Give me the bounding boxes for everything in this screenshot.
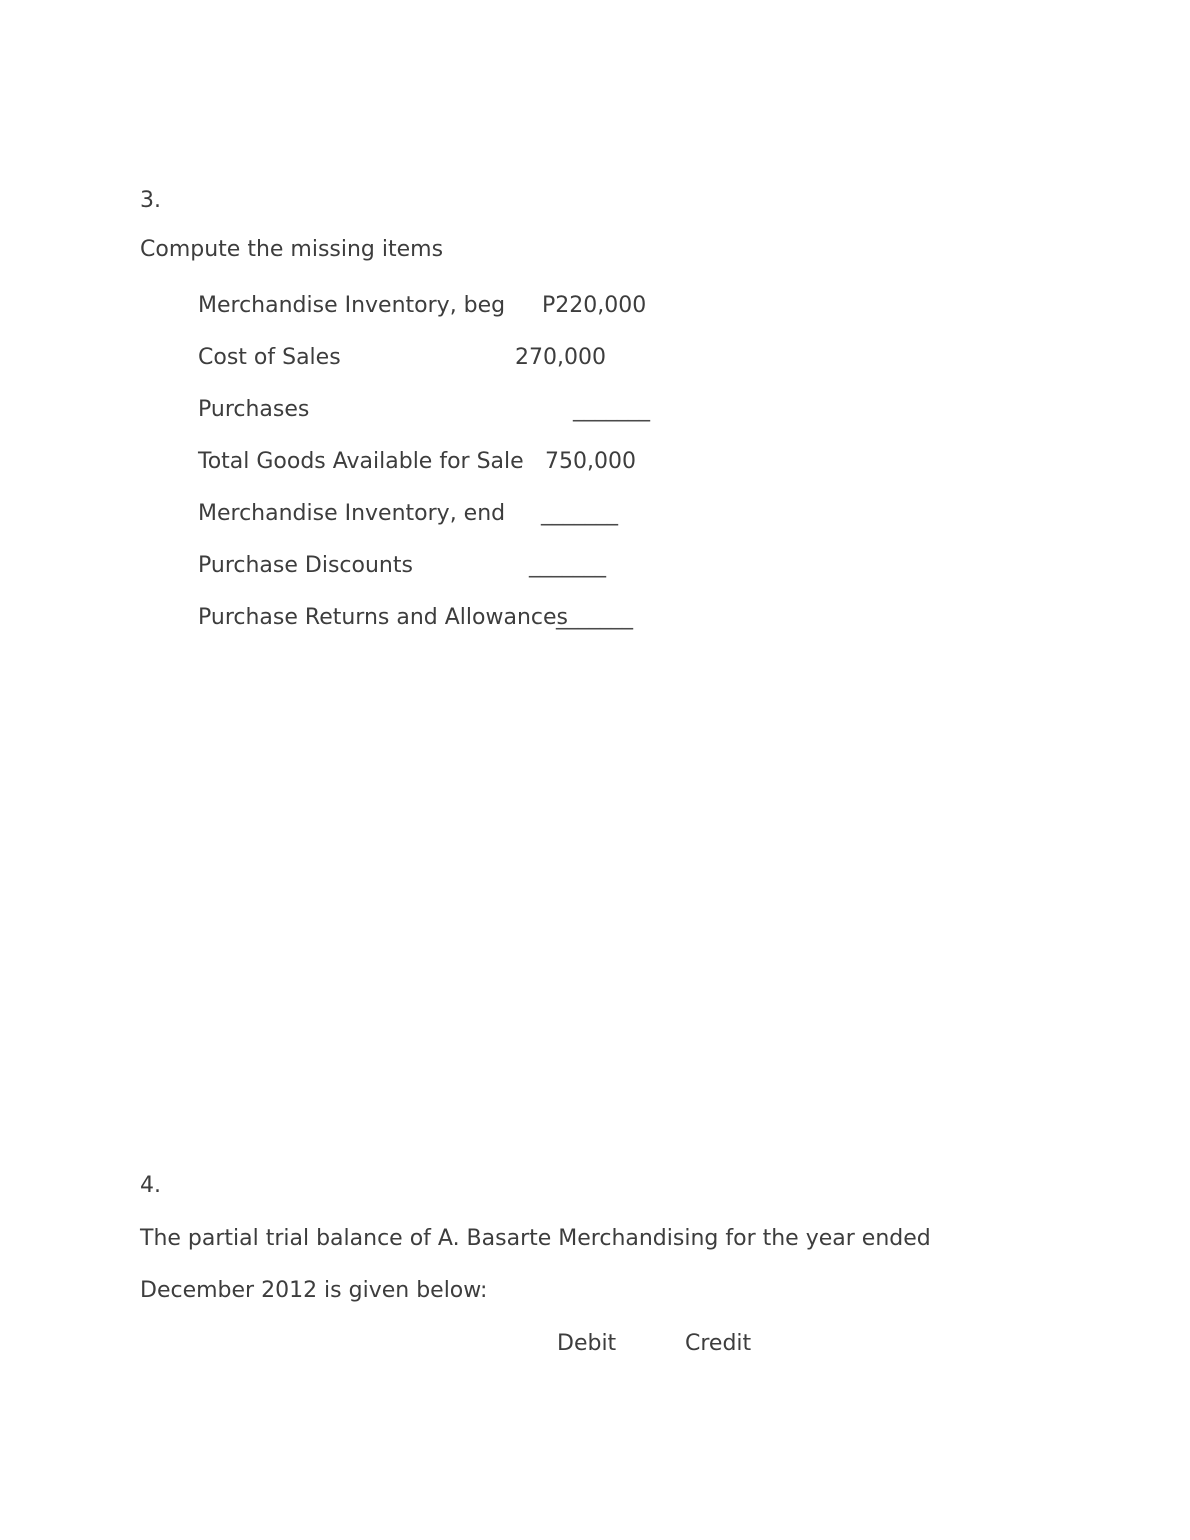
line-item-value: 750,000 — [545, 449, 636, 474]
blank-underline: _______ — [541, 501, 618, 526]
problem-3-instruction: Compute the missing items — [140, 237, 444, 262]
problem-4-number: 4. — [140, 1173, 161, 1198]
blank-underline: _______ — [556, 605, 633, 630]
line-item-label: Total Goods Available for Sale — [198, 449, 524, 474]
line-item-label: Cost of Sales — [198, 345, 341, 370]
line-item-label: Purchase Discounts — [198, 553, 413, 578]
problem-3-number: 3. — [140, 188, 161, 213]
credit-column-header: Credit — [685, 1331, 752, 1356]
line-item-value: P220,000 — [542, 293, 647, 318]
problem-4-intro-line-2: December 2012 is given below: — [140, 1278, 488, 1303]
problem-4-intro-line-1: The partial trial balance of A. Basarte Merchandising for the year ended — [140, 1226, 931, 1251]
line-item-label: Purchase Returns and Allowances — [198, 605, 568, 630]
debit-column-header: Debit — [557, 1331, 617, 1356]
line-item-label: Merchandise Inventory, beg — [198, 293, 506, 318]
blank-underline: _______ — [529, 553, 606, 578]
line-item-label: Merchandise Inventory, end — [198, 501, 506, 526]
blank-underline: _______ — [573, 397, 650, 422]
line-item-value: 270,000 — [515, 345, 606, 370]
line-item-label: Purchases — [198, 397, 310, 422]
